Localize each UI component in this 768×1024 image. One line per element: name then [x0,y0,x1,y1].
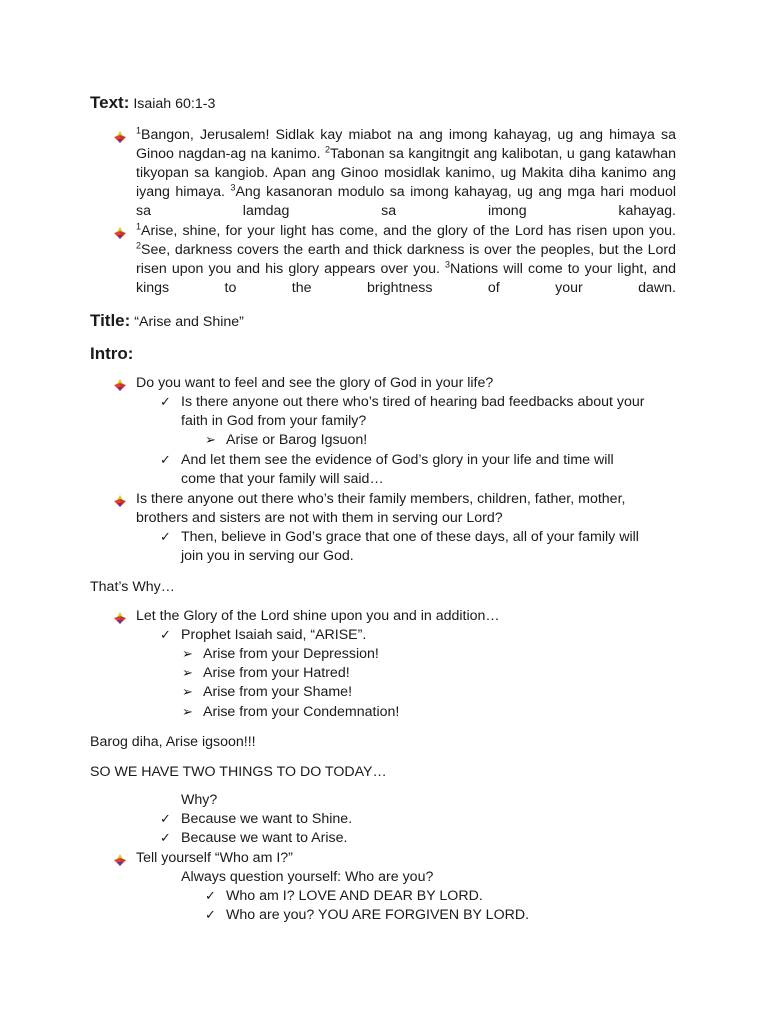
bullet-icon [114,379,126,391]
bullet-icon [114,495,126,507]
arrow-icon: ➢ [182,705,193,720]
intro-q1-subpoint: Arise or Barog Igsuon! [226,432,368,448]
check-icon: ✓ [160,628,171,643]
sermon-title: “Arise and Shine” [134,314,244,330]
intro-question-2: Is there anyone out there who’s their family members, children, father, mother, [136,491,626,507]
arise-item: Arise from your Condemnation! [203,704,400,720]
check-icon: ✓ [160,812,171,827]
check-icon: ✓ [205,889,216,904]
arrow-icon: ➢ [205,433,216,448]
check-icon: ✓ [160,395,171,410]
intro-q1-point-a: Is there anyone out there who’s tired of hearing bad feedbacks about your [181,394,645,410]
arrow-icon: ➢ [182,647,193,662]
title-line [90,311,244,332]
intro-q1-point-b: And let them see the evidence of God’s glory in your life and time will [181,452,614,468]
two-things-heading: SO WE HAVE TWO THINGS TO DO TODAY… [90,764,387,780]
check-icon: ✓ [160,453,171,468]
why-label: Why? [181,792,218,808]
intro-q2-point-cont: join you in serving our God. [181,548,354,564]
intro-question-1: Do you want to feel and see the glory of God in your life? [136,375,494,391]
bullet-icon [114,227,126,239]
always-question: Always question yourself: Who are you? [181,869,434,885]
arise-item: Arise from your Depression! [203,646,379,662]
check-icon: ✓ [160,831,171,846]
arise-item: Arise from your Shame! [203,684,353,700]
intro-q2-point: Then, believe in God’s grace that one of these days, all of your family will [181,529,639,545]
bullet-icon [114,131,126,143]
reason-item: Because we want to Arise. [181,830,348,846]
arrow-icon: ➢ [182,666,193,681]
glory-item: Let the Glory of the Lord shine upon you and in addition… [136,608,500,624]
cebuano-verse: $^1$Bangon, Jerusalem! Sidlak kay miabot na ang imong kahayag, ug ang himaya sa Ginoo nagdan-ag na kanimo. $^2$Tabonan sa kangitngit ang kalibotan, u gang katawhan tikyopan sa kangiob. Apan ang Ginoo mosidlak kanimo, ug Makita diha kanimo ang iyang himaya. $^3$Ang kasanoran modulo sa imong kahayag, ug ang mga hari moduol sa lamdag sa imong kahayag. [136,125,676,219]
answer-item: Who am I? LOVE AND DEAR BY LORD. [226,888,483,904]
english-verse: $^1$Arise, shine, for your light has come, and the glory of the Lord has risen upon you. $^2$See, darkness covers the earth and thick darkness is over the peoples, but the Lord risen upon you and his glory appears over you. $^3$Nations will come to your light, and kings to the brightness of your dawn. [136,221,676,296]
text-label: Text: [90,93,130,112]
bullet-icon [114,854,126,866]
intro-q1-point-b-cont: come that your family will said… [181,471,384,487]
arise-item: Arise from your Hatred! [203,665,350,681]
intro-q1-point-a-cont: faith in God from your family? [181,413,367,429]
arrow-icon: ➢ [182,685,193,700]
barog-line: Barog diha, Arise igsoon!!! [90,734,256,750]
intro-question-2-cont: brothers and sisters are not with them in serving our Lord? [136,510,503,526]
intro-heading: Intro: [90,344,134,363]
scripture-reference: Isaiah 60:1-3 [133,96,216,112]
bullet-icon [114,612,126,624]
thats-why-label: That’s Why… [90,579,175,595]
reason-item: Because we want to Shine. [181,811,353,827]
check-icon: ✓ [205,908,216,923]
text-heading [90,93,215,114]
isaiah-said: Prophet Isaiah said, “ARISE”. [181,627,367,643]
tell-yourself: Tell yourself “Who am I?” [136,850,293,866]
answer-item: Who are you? YOU ARE FORGIVEN BY LORD. [226,907,530,923]
title-label: Title: [90,311,131,330]
check-icon: ✓ [160,530,171,545]
